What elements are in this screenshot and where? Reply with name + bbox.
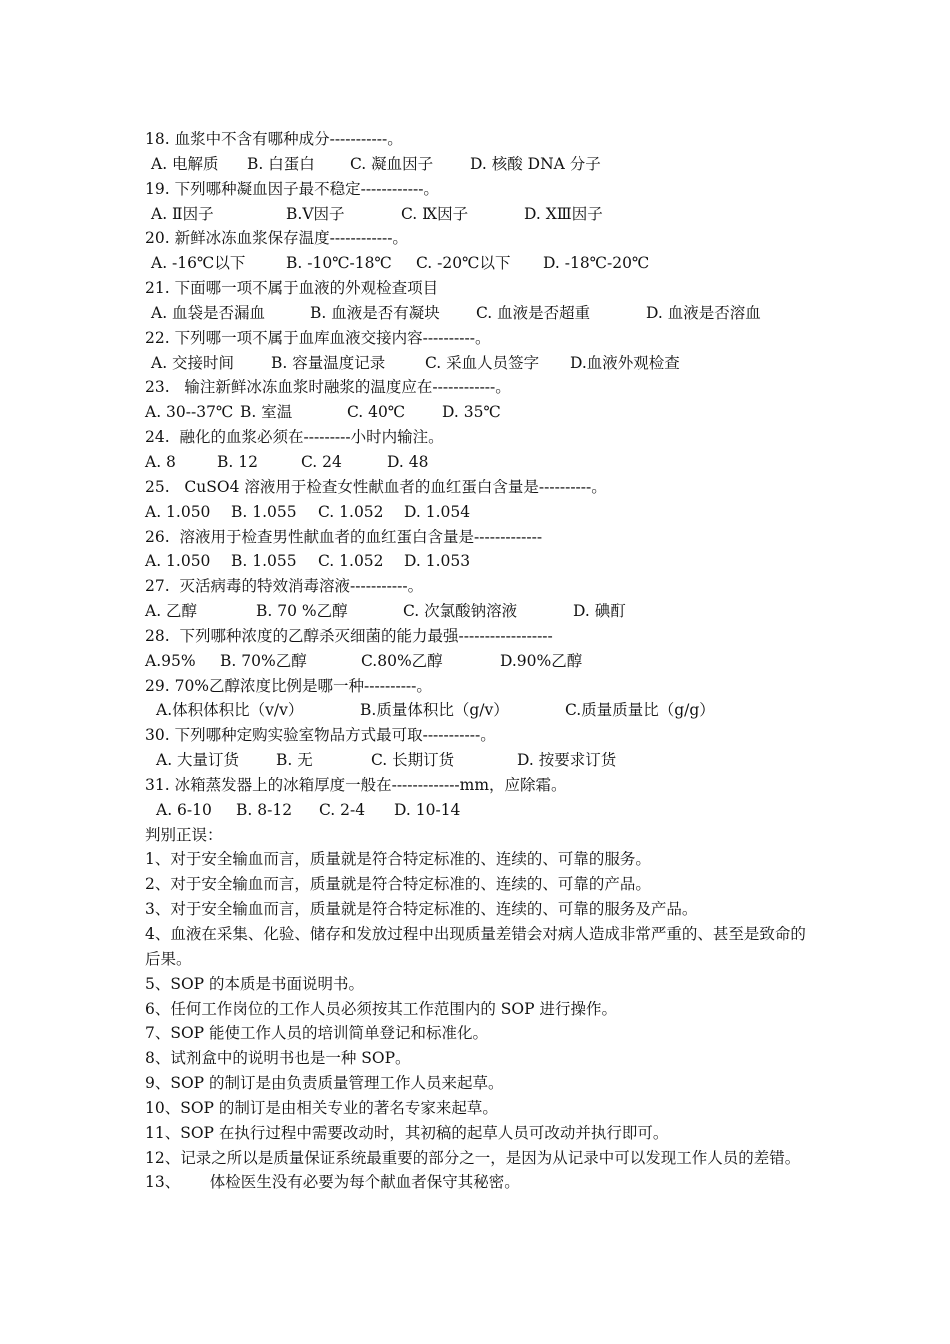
question-28-stem: 28. 下列哪种浓度的乙醇杀灭细菌的能力最强------------------ (145, 626, 553, 645)
judge-item: 13、 体检医生没有必要为每个献血者保守其秘密。 (145, 1173, 520, 1192)
option-c: C. 采血人员签字 (425, 353, 540, 372)
judge-item: 6、任何工作岗位的工作人员必须按其工作范围内的 SOP 进行操作。 (145, 999, 617, 1018)
question-26-stem: 26. 溶液用于检查男性献血者的血红蛋白含量是------------- (145, 527, 543, 546)
question-23-options (145, 400, 810, 425)
option-c: C. Ⅸ因子 (401, 204, 469, 223)
option-a: A.体积体积比（v/v） (156, 701, 304, 720)
option-c: C. 1.052 (318, 502, 384, 521)
option-a: A. 电解质 (151, 154, 219, 173)
question-23-stem: 23. 输注新鲜冰冻血浆时融浆的温度应在------------。 (145, 378, 511, 397)
option-d: D. 35℃ (442, 403, 501, 422)
judge-item: 2、对于安全输血而言，质量就是符合特定标准的、连续的、可靠的产品。 (145, 875, 651, 894)
option-c: C. 血液是否超重 (476, 303, 591, 322)
judge-item: 9、SOP 的制订是由负责质量管理工作人员来起草。 (145, 1074, 504, 1093)
question-20-stem: 20. 新鲜冰冻血浆保存温度------------。 (145, 229, 408, 248)
question-18-options (145, 152, 810, 177)
option-c: C. 次氯酸钠溶液 (403, 602, 518, 621)
judge-item: 7、SOP 能使工作人员的培训简单登记和标准化。 (145, 1024, 489, 1043)
option-b: B. 70%乙醇 (220, 651, 307, 670)
option-d: D. 48 (387, 452, 429, 471)
judge-item: 8、试剂盒中的说明书也是一种 SOP。 (145, 1049, 411, 1068)
judge-item: 11、SOP 在执行过程中需要改动时，其初稿的起草人员可改动并执行即可。 (145, 1123, 669, 1142)
option-d: D. 碘酊 (573, 602, 626, 621)
question-22-options (145, 351, 810, 376)
judge-heading: 判别正误： (145, 825, 223, 844)
option-b: B. 1.055 (231, 502, 297, 521)
question-31-stem: 31. 冰箱蒸发器上的冰箱厚度一般在-------------mm，应除霜。 (145, 775, 567, 794)
option-c: C. -20℃以下 (416, 254, 511, 273)
question-24-options (145, 450, 810, 475)
judge-item: 3、对于安全输血而言，质量就是符合特定标准的、连续的、可靠的服务及产品。 (145, 900, 698, 919)
option-b: B. 室温 (240, 403, 293, 422)
judge-item: 5、SOP 的本质是书面说明书。 (145, 974, 365, 993)
question-29-options (145, 698, 810, 723)
option-c: C. 1.052 (318, 552, 384, 571)
option-a: A. 30--37℃ (145, 403, 234, 422)
option-d: D. 核酸 DNA 分子 (470, 154, 601, 173)
option-a: A. 大量订货 (156, 751, 240, 770)
option-a: A. Ⅱ因子 (151, 204, 214, 223)
option-b: B. 8-12 (236, 800, 293, 819)
question-25-stem: 25. CuSO4 溶液用于检查女性献血者的血红蛋白含量是----------。 (145, 477, 607, 496)
option-d: D. -18℃-20℃ (543, 254, 650, 273)
question-29-stem: 29. 70%乙醇浓度比例是哪一种----------。 (145, 676, 432, 695)
option-a: A. 6-10 (156, 800, 212, 819)
option-a: A. 1.050 (145, 502, 211, 521)
option-d: D. 血液是否溶血 (646, 303, 761, 322)
option-b: B. 无 (276, 751, 313, 770)
option-c: C. 长期订货 (371, 751, 455, 770)
judge-item: 4、血液在采集、化验、储存和发放过程中出现质量差错会对病人造成非常严重的、甚至是致命的后果。 (145, 925, 806, 968)
option-a: A. 8 (145, 452, 176, 471)
question-31-options (145, 798, 810, 823)
question-28-options (145, 649, 810, 674)
option-c: C. 凝血因子 (350, 154, 434, 173)
option-c: C. 24 (301, 452, 342, 471)
option-b: B. 血液是否有凝块 (310, 303, 440, 322)
question-24-stem: 24. 融化的血浆必须在---------小时内输注。 (145, 428, 444, 447)
question-21-options (145, 301, 810, 326)
option-a: A. 血袋是否漏血 (151, 303, 266, 322)
option-a: A. -16℃以下 (151, 254, 246, 273)
question-19-options (145, 202, 810, 227)
option-a: A.95% (145, 651, 196, 670)
option-c: C. 2-4 (319, 800, 366, 819)
question-21-stem: 21. 下面哪一项不属于血液的外观检查项目 (145, 279, 439, 298)
option-b: B. 70 %乙醇 (256, 602, 348, 621)
judge-item: 10、SOP 的制订是由相关专业的著名专家来起草。 (145, 1098, 498, 1117)
option-a: A. 1.050 (145, 552, 211, 571)
option-b: B. 1.055 (231, 552, 297, 571)
option-a: A. 交接时间 (151, 353, 235, 372)
option-d: D. 1.053 (404, 552, 471, 571)
question-30-options (145, 748, 810, 773)
option-c: C.质量质量比（g/g） (565, 701, 715, 720)
question-20-options (145, 251, 810, 276)
option-b: B.质量体积比（g/v） (360, 701, 509, 720)
option-b: B. 白蛋白 (247, 154, 315, 173)
option-d: D. 按要求订货 (517, 751, 617, 770)
question-27-stem: 27. 灭活病毒的特效消毒溶液-----------。 (145, 577, 424, 596)
option-d: D. ⅩⅢ因子 (524, 204, 603, 223)
document-body (145, 127, 810, 1195)
question-26-options (145, 549, 810, 574)
option-b: B. 12 (217, 452, 258, 471)
option-b: B. -10℃-18℃ (286, 254, 392, 273)
question-19-stem: 19. 下列哪种凝血因子最不稳定------------。 (145, 179, 439, 198)
judge-item: 12、记录之所以是质量保证系统最重要的部分之一，是因为从记录中可以发现工作人员的差错。 (145, 1148, 801, 1167)
option-a: A. 乙醇 (145, 602, 198, 621)
option-d: D. 10-14 (394, 800, 461, 819)
question-27-options (145, 599, 810, 624)
option-c: C.80%乙醇 (361, 651, 443, 670)
option-d: D. 1.054 (404, 502, 471, 521)
option-d: D.血液外观检查 (570, 353, 680, 372)
option-c: C. 40℃ (347, 403, 406, 422)
question-30-stem: 30. 下列哪种定购实验室物品方式最可取-----------。 (145, 726, 496, 745)
option-d: D.90%乙醇 (500, 651, 583, 670)
question-22-stem: 22. 下列哪一项不属于血库血液交接内容----------。 (145, 328, 491, 347)
option-b: B. 容量温度记录 (271, 353, 386, 372)
option-b: B.Ⅴ因子 (286, 204, 345, 223)
judge-item: 1、对于安全输血而言，质量就是符合特定标准的、连续的、可靠的服务。 (145, 850, 651, 869)
question-18-stem: 18. 血浆中不含有哪种成分-----------。 (145, 130, 403, 148)
question-25-options (145, 500, 810, 525)
